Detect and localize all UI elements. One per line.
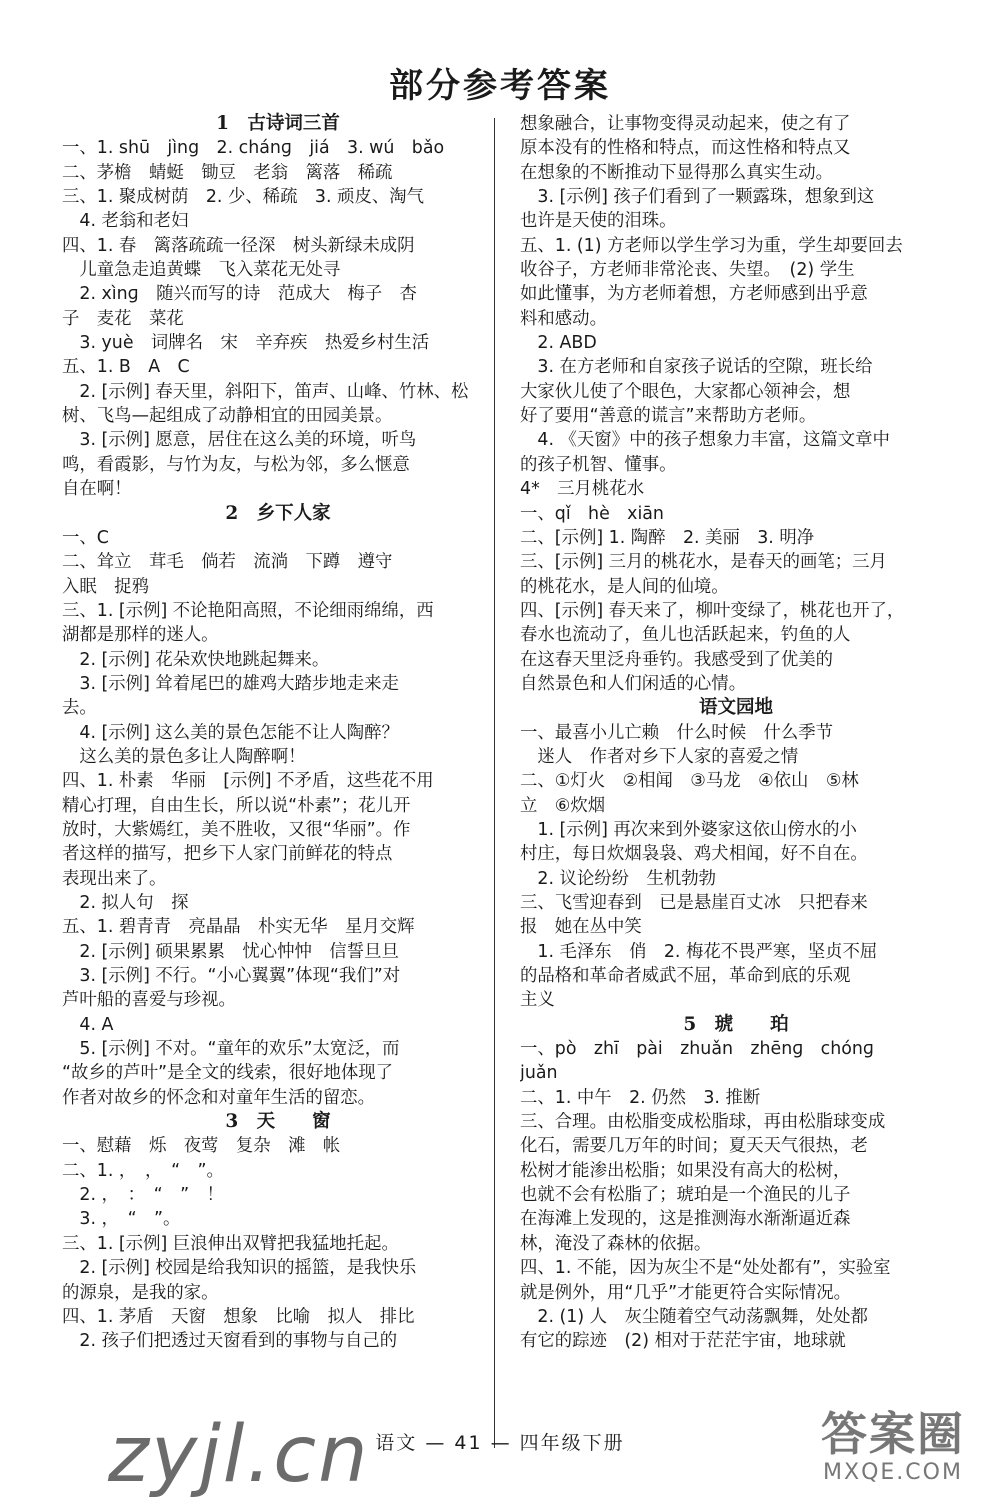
answer-line: 四、[示例] 春天来了，柳叶变绿了，桃花也开了， bbox=[520, 600, 905, 621]
answer-line: 二、①灯火 ②相闻 ③马龙 ④依山 ⑤林 bbox=[520, 771, 859, 792]
answer-line: 的源泉，是我的家。 bbox=[62, 1282, 219, 1303]
answer-line: 的桃花水，是人间的仙境。 bbox=[520, 576, 729, 597]
section-heading: 1 古诗词三首 bbox=[216, 113, 340, 134]
answer-line: 二、[示例] 1. 陶醉 2. 美丽 3. 明净 bbox=[520, 527, 815, 548]
answer-line: 二、1. 中午 2. 仍然 3. 推断 bbox=[520, 1087, 761, 1108]
answer-line: 松树才能渗出松脂；如果没有高大的松树， bbox=[520, 1160, 851, 1181]
watermark-zyjl: zyjl.cn bbox=[108, 1410, 370, 1500]
section-heading: 语文园地 bbox=[698, 697, 773, 719]
answer-line: 三、合理。由松脂变成松脂球，再由松脂球变成 bbox=[520, 1112, 886, 1133]
answer-line: 4. [示例] 这么美的景色怎能不让人陶醉？ bbox=[62, 722, 399, 743]
answer-line: 二、茅檐 蜻蜓 锄豆 老翁 篱落 稀疏 bbox=[62, 162, 393, 183]
answer-line: 想象融合，让事物变得灵动起来，使之有了 bbox=[520, 114, 851, 134]
answer-line: 3. ， “ ”。 bbox=[62, 1209, 181, 1230]
answer-line: 入眠 捉鸦 bbox=[62, 576, 149, 597]
answer-line: 2. 拟人句 探 bbox=[62, 893, 189, 913]
answer-line: 四、1. 茅盾 天窗 想象 比喻 拟人 排比 bbox=[62, 1306, 415, 1327]
answer-line: 的孩子机智、懂事。 bbox=[520, 454, 677, 475]
answer-line: 林，淹没了森林的依据。 bbox=[520, 1233, 712, 1254]
answer-line: 三、1. 聚成树荫 2. 少、稀疏 3. 顽皮、淘气 bbox=[62, 187, 425, 208]
answer-line: 一、最喜小儿亡赖 什么时候 什么季节 bbox=[520, 722, 834, 743]
answer-line: 一、慰藉 烁 夜莺 复杂 滩 帐 bbox=[62, 1136, 341, 1157]
answer-line: “故乡的芦叶”是全文的线索，很好地体现了 bbox=[62, 1063, 394, 1084]
answer-line: 5. [示例] 不对。“童年的欢乐”太宽泛，而 bbox=[62, 1039, 400, 1060]
answer-line: 在想象的不断推动下显得那么真实生动。 bbox=[520, 162, 834, 183]
answer-line: 精心打理，自由生长，所以说“朴素”；花儿开 bbox=[62, 795, 411, 816]
answer-line: 2. [示例] 硕果累累 忧心忡忡 信誓旦旦 bbox=[62, 941, 399, 962]
answer-line: 儿童急走追黄蝶 飞入菜花无处寻 bbox=[62, 260, 341, 281]
answer-line: 有它的踪迹 (2) 相对于茫茫宇宙，地球就 bbox=[520, 1331, 846, 1352]
answer-line: 一、1. shū jìng 2. chánɡ jiá 3. wú bǎo bbox=[62, 138, 445, 159]
answer-line: 大家伙儿使了个眼色，大家都心领神会，想 bbox=[520, 381, 851, 402]
answer-line: 去。 bbox=[62, 698, 97, 719]
answer-line: 四、1. 春 篱落疏疏一径深 树头新绿未成阴 bbox=[62, 235, 415, 256]
answer-line: 在海滩上发现的，这是推测海水渐渐逼近森 bbox=[520, 1209, 851, 1230]
answer-line: 收谷子，方老师非常沦丧、失望。 (2) 学生 bbox=[520, 260, 855, 281]
answer-line: 子 麦花 菜花 bbox=[62, 308, 184, 329]
answer-line: 五、1. 碧青青 亮晶晶 朴实无华 星月交辉 bbox=[62, 917, 415, 938]
answer-line: 的品格和革命者威武不屈，革命到底的乐观 bbox=[520, 966, 851, 987]
footer-grade: 四年级下册 bbox=[519, 1432, 625, 1454]
answer-line: 3. [示例] 孩子们看到了一颗露珠，想象到这 bbox=[520, 187, 875, 208]
answer-line: 一、qǐ hè xiān bbox=[520, 503, 664, 524]
answer-line: 二、耸立 茸毛 倘若 流淌 下蹲 遵守 bbox=[62, 552, 393, 573]
answer-line: juǎn bbox=[520, 1063, 558, 1084]
answer-line: 2. (1) 人 灰尘随着空气动荡飘舞，处处都 bbox=[520, 1306, 868, 1327]
answer-line: 原本没有的性格和特点，而这性格和特点又 bbox=[520, 138, 851, 159]
footer-page-number: — 41 — bbox=[425, 1432, 512, 1454]
answer-line: 1. 毛泽东 俏 2. 梅花不畏严寒，坚贞不屈 bbox=[520, 941, 878, 962]
answer-line: 化石，需要几万年的时间；夏天天气很热，老 bbox=[520, 1136, 868, 1157]
answer-line: 四、1. 不能，因为灰尘不是“处处都有”，实验室 bbox=[520, 1258, 891, 1279]
answer-line: 湖都是那样的迷人。 bbox=[62, 625, 219, 646]
answer-line: 3. yuè 词牌名 宋 辛弃疾 热爱乡村生活 bbox=[62, 333, 430, 354]
answer-line: 三、飞雪迎春到 已是悬崖百丈冰 只把春来 bbox=[520, 893, 868, 913]
answer-line: 放时，大紫嫣红，美不胜收，又很“华丽”。作 bbox=[62, 819, 411, 840]
answer-line: 在这春天里泛舟垂钓。我感受到了优美的 bbox=[520, 649, 834, 670]
answer-line: 三、1. [示例] 巨浪伸出双臂把我猛地托起。 bbox=[62, 1233, 399, 1254]
section-heading: 3 天 窗 bbox=[225, 1111, 331, 1133]
answer-line: 料和感动。 bbox=[520, 308, 607, 329]
left-answer-column bbox=[62, 112, 494, 1354]
answer-line: 4* 三月桃花水 bbox=[520, 479, 645, 500]
watermark-daanquan-title: 答案圈 bbox=[821, 1407, 965, 1461]
answer-line: 3. [示例] 愿意，居住在这么美的环境，听鸟 bbox=[62, 430, 417, 451]
answer-line: 2. [示例] 校园是给我知识的摇篮，是我快乐 bbox=[62, 1258, 417, 1279]
answer-line: 表现出来了。 bbox=[62, 868, 167, 889]
footer-subject: 语文 bbox=[375, 1432, 418, 1454]
answer-line: 好了要用“善意的谎言”来帮助方老师。 bbox=[520, 406, 817, 427]
answer-line: 2. 议论纷纷 生机勃勃 bbox=[520, 868, 717, 889]
right-answer-column bbox=[520, 112, 952, 1354]
answer-line: 芦叶船的喜爱与珍视。 bbox=[62, 990, 236, 1011]
answer-line: 主义 bbox=[520, 990, 555, 1011]
answer-line: 3. 在方老师和自家孩子说话的空隙，班长给 bbox=[520, 357, 873, 378]
answer-line: 3. [示例] 耸着尾巴的雄鸡大踏步地走来走 bbox=[62, 673, 399, 694]
answer-line: 自在啊！ bbox=[62, 479, 132, 500]
answer-line: 2. ABD bbox=[520, 333, 597, 354]
answer-line: 2. [示例] 春天里，斜阳下，笛声、山峰、竹林、松 bbox=[62, 381, 469, 402]
answer-line: 3. [示例] 不行。“小心翼翼”体现“我们”对 bbox=[62, 966, 401, 987]
answer-line: 者这样的描写，把乡下人家门前鲜花的特点 bbox=[62, 844, 393, 865]
answer-line: 春水也流动了，鱼儿也活跃起来，钓鱼的人 bbox=[520, 625, 851, 646]
column-divider bbox=[494, 118, 495, 1448]
answer-line: 如此懂事，为方老师着想，方老师感到出乎意 bbox=[520, 284, 868, 305]
answer-line: 就是例外，用“几乎”才能更符合实际情况。 bbox=[520, 1282, 852, 1303]
answer-line: 三、1. [示例] 不论艳阳高照，不论细雨绵绵，西 bbox=[62, 600, 434, 621]
answer-line: 一、pò zhī pài zhuǎn zhēnɡ chónɡ bbox=[520, 1039, 874, 1060]
section-heading: 2 乡下人家 bbox=[225, 502, 331, 524]
answer-line: 2. 孩子们把透过天窗看到的事物与自己的 bbox=[62, 1331, 398, 1352]
answer-line: 2. [示例] 花朵欢快地跳起舞来。 bbox=[62, 649, 330, 670]
answer-line: 2. xìnɡ 随兴而写的诗 范成大 梅子 杏 bbox=[62, 284, 417, 305]
answer-line: 报 她在丛中笑 bbox=[520, 917, 642, 938]
answer-line: 自然景色和人们闲适的心情。 bbox=[520, 673, 747, 694]
answer-line: 鸣，看霞影，与竹为友，与松为邻，多么惬意 bbox=[62, 454, 410, 475]
watermark-daanquan bbox=[808, 1408, 978, 1485]
answer-line: 五、1. (1) 方老师以学生学习为重，学生却要回去 bbox=[520, 235, 903, 256]
answer-line: 立 ⑥炊烟 bbox=[520, 795, 606, 816]
watermark-daanquan-url: MXQE.COM bbox=[823, 1460, 963, 1485]
answer-line: 4. A bbox=[62, 1014, 114, 1035]
section-heading: 5 琥 珀 bbox=[683, 1013, 789, 1035]
answer-line: 4. 《天窗》中的孩子想象力丰富，这篇文章中 bbox=[520, 430, 890, 451]
answer-line: 作者对故乡的怀念和对童年生活的留恋。 bbox=[62, 1087, 376, 1108]
answer-line: 这么美的景色多让人陶醉啊！ bbox=[62, 746, 306, 767]
answer-line: 五、1. B A C bbox=[62, 357, 190, 378]
answer-line: 2. ， ： “ ” ！ bbox=[62, 1185, 224, 1206]
answer-line: 四、1. 朴素 华丽 [示例] 不矛盾，这些花不用 bbox=[62, 771, 434, 792]
answer-line: 1. [示例] 再次来到外婆家这依山傍水的小 bbox=[520, 819, 857, 840]
answer-line: 二、1. ， ， “ ”。 bbox=[62, 1160, 224, 1181]
answer-line: 迷人 作者对乡下人家的喜爱之情 bbox=[520, 746, 799, 767]
answer-line: 村庄，每日炊烟袅袅、鸡犬相闻，好不自在。 bbox=[520, 844, 868, 865]
answer-line: 一、C bbox=[62, 527, 109, 548]
answer-line: 树、飞鸟—起组成了动静相宜的田园美景。 bbox=[62, 406, 393, 427]
answer-line: 4. 老翁和老妇 bbox=[62, 211, 189, 232]
answer-line: 也许是天使的泪珠。 bbox=[520, 211, 677, 232]
answer-line: 也就不会有松脂了；琥珀是一个渔民的儿子 bbox=[520, 1185, 851, 1206]
page-title: 部分参考答案 bbox=[389, 66, 611, 106]
answer-line: 三、[示例] 三月的桃花水，是春天的画笔；三月 bbox=[520, 552, 887, 573]
